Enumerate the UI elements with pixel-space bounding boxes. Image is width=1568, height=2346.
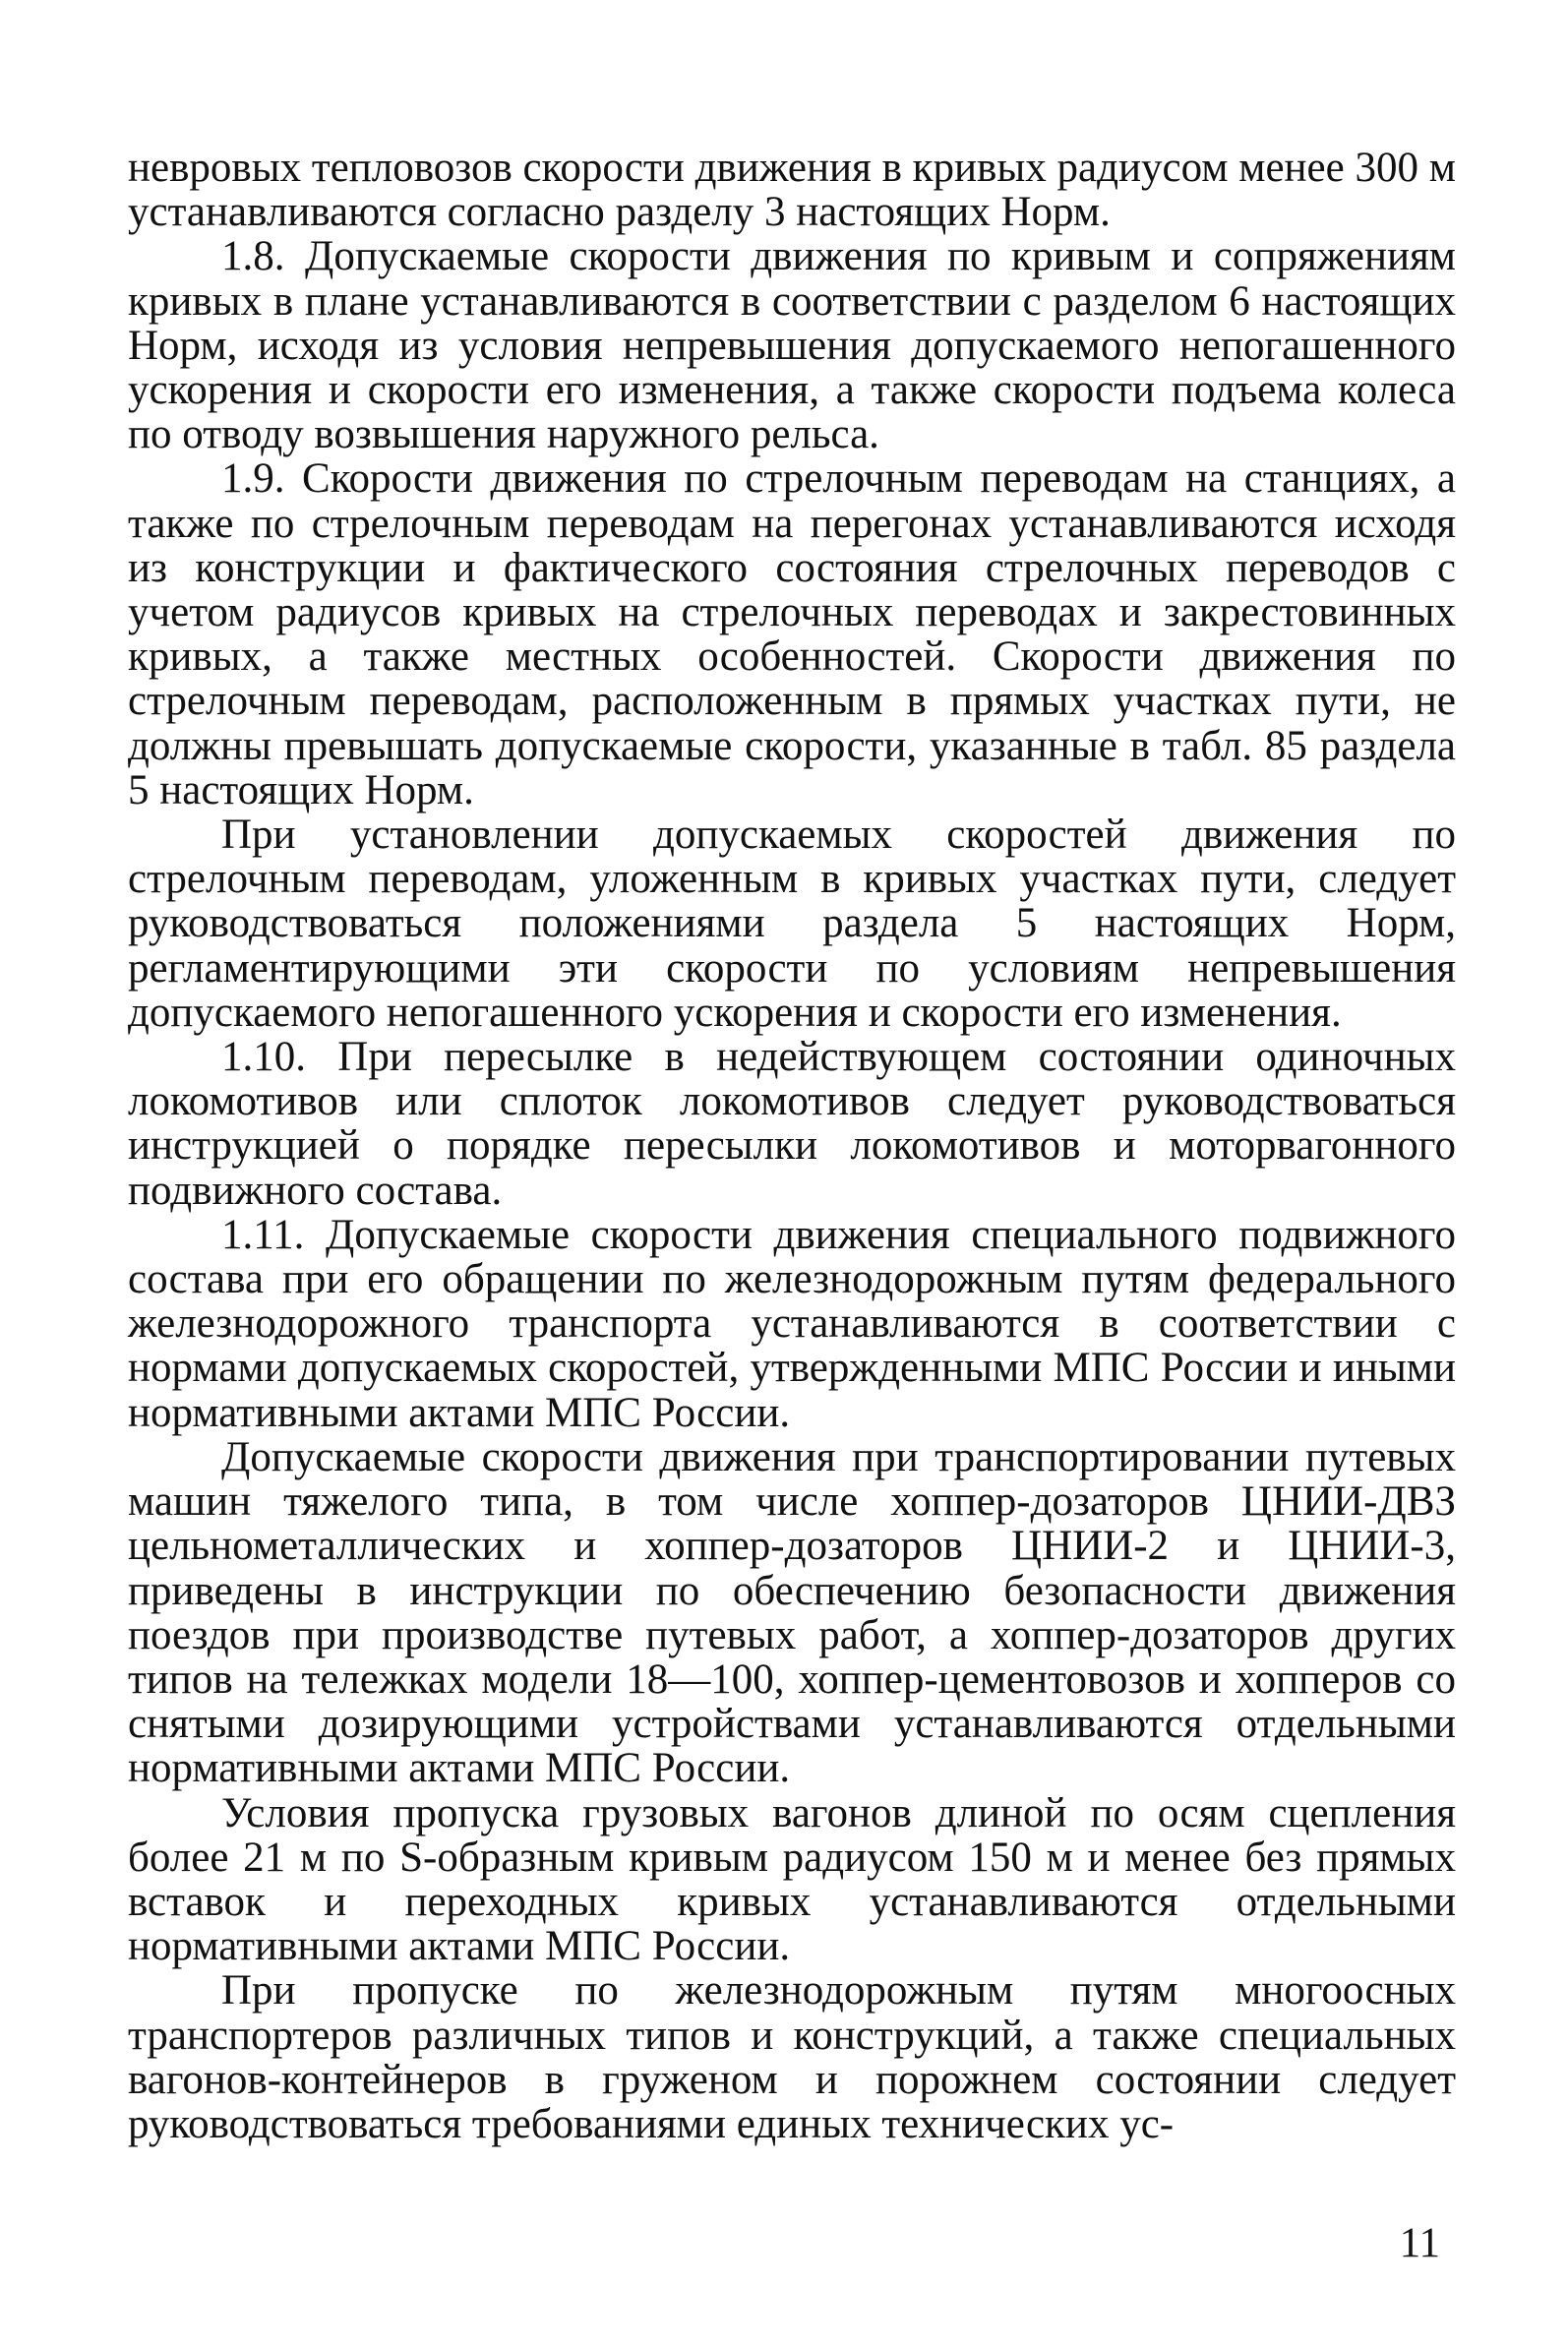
paragraph-continuation: невровых тепловозов скорости движения в кривых радиусом менее 300 м устанавливаются согласно разделу 3 настоящих Норм.: [128, 145, 1456, 236]
paragraph-1-9: 1.9. Скорости движения по стрелочным переводам на станциях, а также по стрелочным переводам на перегонах устанавливаются исходя из конструкции и фактического состояния стрелочных переводов с учетом радиусов кривых на стрелочных переводах и закрестовинных кривых, а также местных особенностей. Скорости движения по стрелочным переводам, расположенным в прямых участках пути, не должны превышать допускаемые скорости, указанные в табл. 85 раздела 5 настоящих Норм.: [128, 455, 1456, 813]
paragraph-track-machines: Допускаемые скорости движения при транспортировании путевых машин тяжелого типа, в том числе хоппер-дозаторов ЦНИИ-ДВЗ цельнометаллических и хоппер-дозаторов ЦНИИ-2 и ЦНИИ-3, приведены в инструкции по обеспечению безопасности движения поездов при производстве путевых работ, а хоппер-дозаторов других типов на тележках модели 18—100, хоппер-цементовозов и хопперов со снятыми дозирующими устройствами устанавливаются отдельными нормативными актами МПС России.: [128, 1433, 1456, 1792]
paragraph-1-10: 1.10. При пересылке в недействующем состоянии одиночных локомотивов или сплоток локомотивов следует руководствоваться инструкцией о порядке пересылки локомотивов и моторвагонного подвижного состава.: [128, 1034, 1456, 1214]
paragraph-transporters: При пропуске по железнодорожным путям многоосных транспортеров различных типов и конструкций, а также специальных вагонов-контейнеров в груженом и порожнем состоянии следует руководствоваться требованиями единых технических ус-: [128, 1967, 1456, 2147]
paragraph-freight-wagons: Условия пропуска грузовых вагонов длиной по осям сцепления более 21 м по S-образным кривым радиусом 150 м и менее без прямых вставок и переходных кривых устанавливаются отдельными нормативными актами МПС России.: [128, 1789, 1456, 1970]
paragraph-switches-in-curves: При установлении допускаемых скоростей движения по стрелочным переводам, уложенным в кривых участках пути, следует руководствоваться положениями раздела 5 настоящих Норм, регламентирующими эти скорости по условиям непревышения допускаемого непогашенного ускорения и скорости его изменения.: [128, 812, 1456, 1036]
paragraph-1-8: 1.8. Допускаемые скорости движения по кривым и сопряжениям кривых в плане устанавливаются в соответствии с разделом 6 настоящих Норм, исходя из условия непревышения допускаемого непогашенного ускорения и скорости его изменения, а также скорости подъема колеса по отводу возвышения наружного рельса.: [128, 233, 1456, 458]
page-number: 11: [1399, 2220, 1440, 2266]
body-text: [128, 146, 1456, 2146]
paragraph-1-11: 1.11. Допускаемые скорости движения специального подвижного состава при его обращении по железнодорожным путям федерального железнодорожного транспорта устанавливаются в соответствии с нормами допускаемых скоростей, утвержденными МПС России и иными нормативными актами МПС России.: [128, 1211, 1456, 1436]
